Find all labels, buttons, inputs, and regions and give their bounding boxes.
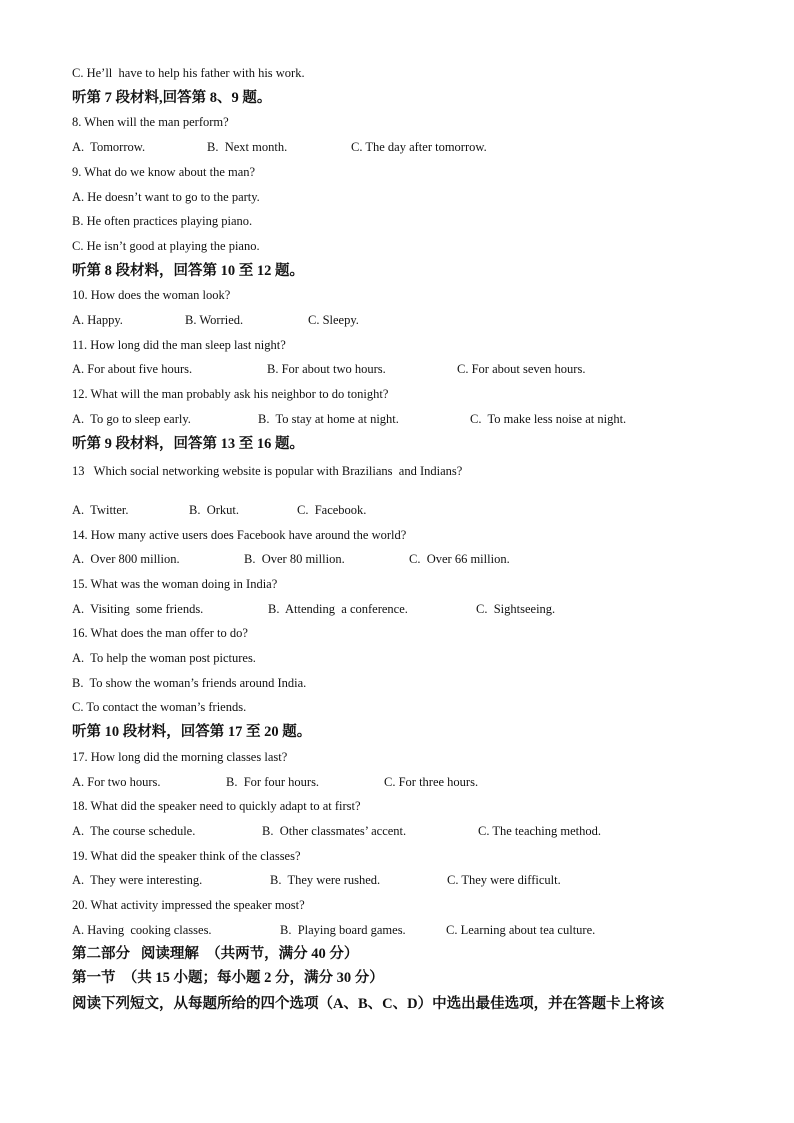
question-text: 12. What will the man probably ask his neighbor to do tonight? [72,387,389,401]
option-a: A. For about five hours. [72,362,193,376]
option-b: B. Over 80 million. [244,552,345,566]
section-heading: 听第 10 段材料，回答第 17 至 20 题。 [72,724,312,740]
option-c: C. For three hours. [384,775,479,789]
option-c: C. The day after tomorrow. [351,140,487,154]
option-b: B. For about two hours. [267,362,386,376]
option-c: C. They were difficult. [447,873,561,887]
question-text: 13 Which social networking website is popular with Brazilians and Indians? [72,464,463,478]
option-line: B. To show the woman’s friends around India. [72,676,307,690]
section-heading: 听第 8 段材料，回答第 10 至 12 题。 [72,263,304,279]
question-text: 18. What did the speaker need to quickly adapt to at first? [72,799,361,813]
option-a: A. For two hours. [72,775,161,789]
question-text: 17. How long did the morning classes last? [72,750,288,764]
option-c: C. Over 66 million. [409,552,510,566]
option-a: A. Over 800 million. [72,552,180,566]
option-c: C. Facebook. [297,503,367,517]
option-b: B. Playing board games. [280,923,406,937]
option-b: B. Attending a conference. [268,602,408,616]
option-c: C. Sightseeing. [476,602,556,616]
option-line: B. He often practices playing piano. [72,214,253,228]
option-b: B. They were rushed. [270,873,381,887]
option-a: A. The course schedule. [72,824,196,838]
section-heading: 第一节 （共 15 小题；每小题 2 分，满分 30 分） [72,970,384,986]
option-line: A. He doesn’t want to go to the party. [72,190,260,204]
option-a: A. Having cooking classes. [72,923,212,937]
option-line: C. He isn’t good at playing the piano. [72,239,260,253]
instruction-text: 阅读下列短文，从每题所给的四个选项（A、B、C、D）中选出最佳选项，并在答题卡上将该 [72,996,665,1012]
question-text: 15. What was the woman doing in India? [72,577,278,591]
option-a: A. Visiting some friends. [72,602,204,616]
option-line: C. To contact the woman’s friends. [72,700,247,714]
question-text: 14. How many active users does Facebook have around the world? [72,528,407,542]
option-c: C. For about seven hours. [457,362,586,376]
question-text: 19. What did the speaker think of the classes? [72,849,301,863]
option-c: C. Learning about tea culture. [446,923,596,937]
option-line: C. He’ll have to help his father with his work. [72,66,305,80]
option-c: C. To make less noise at night. [470,412,627,426]
option-a: A. Twitter. [72,503,129,517]
section-heading: 听第 9 段材料，回答第 13 至 16 题。 [72,436,304,452]
option-a: A. Tomorrow. [72,140,146,154]
option-a: A. Happy. [72,313,123,327]
option-c: C. The teaching method. [478,824,602,838]
question-text: 11. How long did the man sleep last night? [72,338,286,352]
option-a: A. They were interesting. [72,873,203,887]
question-text: 10. How does the woman look? [72,288,231,302]
question-text: 8. When will the man perform? [72,115,229,129]
option-b: B. Orkut. [189,503,239,517]
option-b: B. Worried. [185,313,244,327]
option-b: B. Next month. [207,140,288,154]
option-b: B. For four hours. [226,775,320,789]
option-b: B. Other classmates’ accent. [262,824,407,838]
option-b: B. To stay at home at night. [258,412,399,426]
option-a: A. To go to sleep early. [72,412,191,426]
option-line: A. To help the woman post pictures. [72,651,256,665]
section-heading: 听第 7 段材料,回答第 8、9 题。 [72,90,272,106]
question-text: 16. What does the man offer to do? [72,626,248,640]
part-heading: 第二部分 阅读理解 （共两节，满分 40 分） [72,946,359,962]
question-text: 9. What do we know about the man? [72,165,256,179]
question-text: 20. What activity impressed the speaker most? [72,898,305,912]
option-c: C. Sleepy. [308,313,359,327]
